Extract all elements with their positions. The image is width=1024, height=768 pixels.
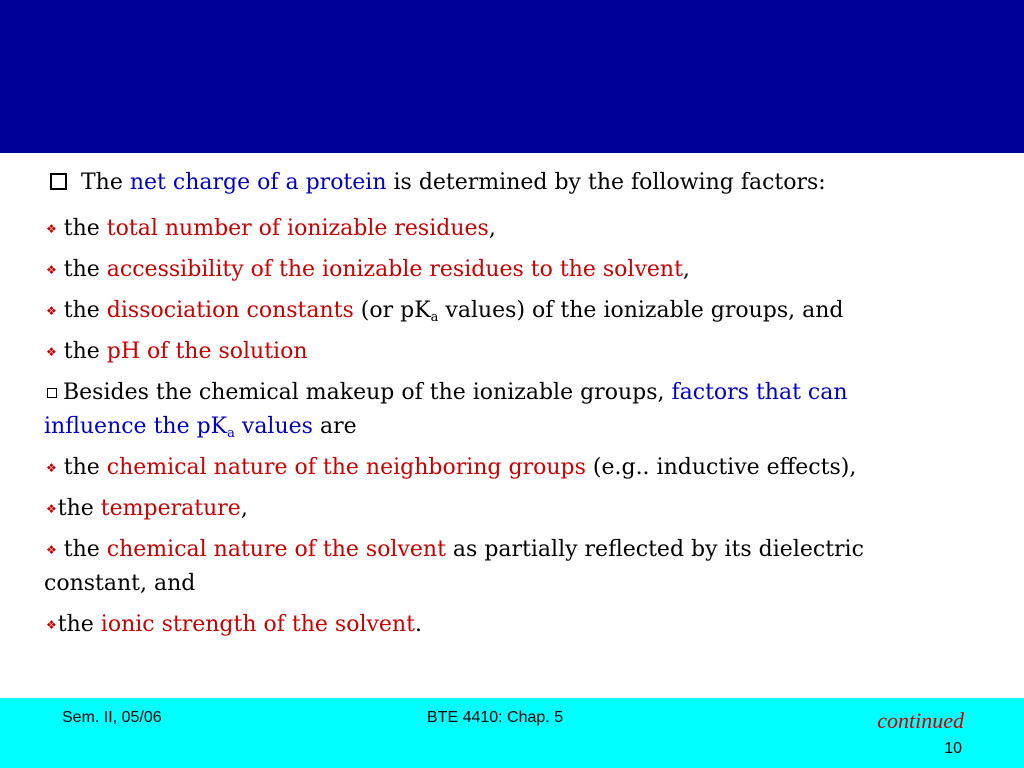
emphasis: factors that can — [671, 380, 848, 405]
footer-course: BTE 4410: Chap. 5 — [427, 709, 564, 726]
text: the — [63, 216, 107, 241]
square-bullet-icon — [47, 388, 57, 398]
footer-continued: continued — [877, 708, 964, 733]
sub-bullet-solvent-nature-continued — [44, 567, 195, 601]
text: the — [63, 298, 107, 323]
text: as partially reflected by its dielectric — [445, 537, 864, 562]
subscript: a — [430, 310, 439, 325]
sub-bullet-ph — [44, 335, 308, 369]
text: (or pK — [353, 298, 431, 323]
emphasis: dissociation constants — [106, 298, 354, 323]
page-number: 10 — [944, 740, 962, 757]
text: are — [312, 414, 357, 439]
emphasis: influence the pK — [44, 414, 228, 439]
emphasis: net charge of a protein — [129, 170, 387, 195]
sub-bullet-accessibility — [44, 253, 690, 287]
bullet-besides-continued — [44, 410, 357, 444]
text: The — [81, 170, 130, 195]
text: the — [57, 496, 101, 521]
title-band — [0, 0, 1024, 153]
text: constant, and — [44, 571, 196, 596]
emphasis: values — [234, 414, 313, 439]
text: the — [63, 257, 107, 282]
text: , — [240, 496, 248, 521]
text: Besides the chemical makeup of the ionizable groups, — [63, 380, 672, 405]
emphasis: chemical nature of the neighboring groups — [106, 455, 586, 480]
diamond-bullet-icon: ❖ — [46, 345, 57, 359]
text: values) of the ionizable groups, and — [438, 298, 844, 323]
sub-bullet-ionic-strength — [44, 608, 422, 642]
text: the — [63, 339, 107, 364]
diamond-bullet-icon: ❖ — [46, 304, 57, 318]
footer-band — [0, 698, 1024, 768]
emphasis: temperature — [100, 496, 241, 521]
sub-bullet-neighboring — [44, 451, 856, 485]
diamond-bullet-icon: ❖ — [46, 502, 57, 516]
text: is determined by the following factors: — [386, 170, 826, 195]
emphasis: accessibility of the ionizable residues to the solvent — [106, 257, 683, 282]
diamond-bullet-icon: ❖ — [46, 543, 57, 557]
text: the — [57, 612, 101, 637]
emphasis: pH of the solution — [106, 339, 308, 364]
sub-bullet-dissociation — [44, 294, 844, 328]
footer-date: Sem. II, 05/06 — [62, 709, 162, 726]
bullet-besides — [44, 376, 848, 410]
sub-bullet-total-number — [44, 212, 496, 246]
text: (e.g.. inductive effects), — [585, 455, 857, 480]
text: the — [63, 455, 107, 480]
text: , — [488, 216, 496, 241]
text: , — [682, 257, 690, 282]
square-bullet-icon — [50, 173, 67, 190]
emphasis: total number of ionizable residues — [106, 216, 489, 241]
sub-bullet-solvent-nature — [44, 533, 864, 567]
sub-bullet-temperature — [44, 492, 248, 526]
diamond-bullet-icon: ❖ — [46, 222, 57, 236]
text: the — [63, 537, 107, 562]
diamond-bullet-icon: ❖ — [46, 461, 57, 475]
emphasis: chemical nature of the solvent — [106, 537, 446, 562]
diamond-bullet-icon: ❖ — [46, 618, 57, 632]
emphasis: ionic strength of the solvent — [100, 612, 415, 637]
text: . — [414, 612, 422, 637]
subscript: a — [227, 426, 235, 441]
bullet-net-charge — [46, 166, 826, 200]
diamond-bullet-icon: ❖ — [46, 263, 57, 277]
